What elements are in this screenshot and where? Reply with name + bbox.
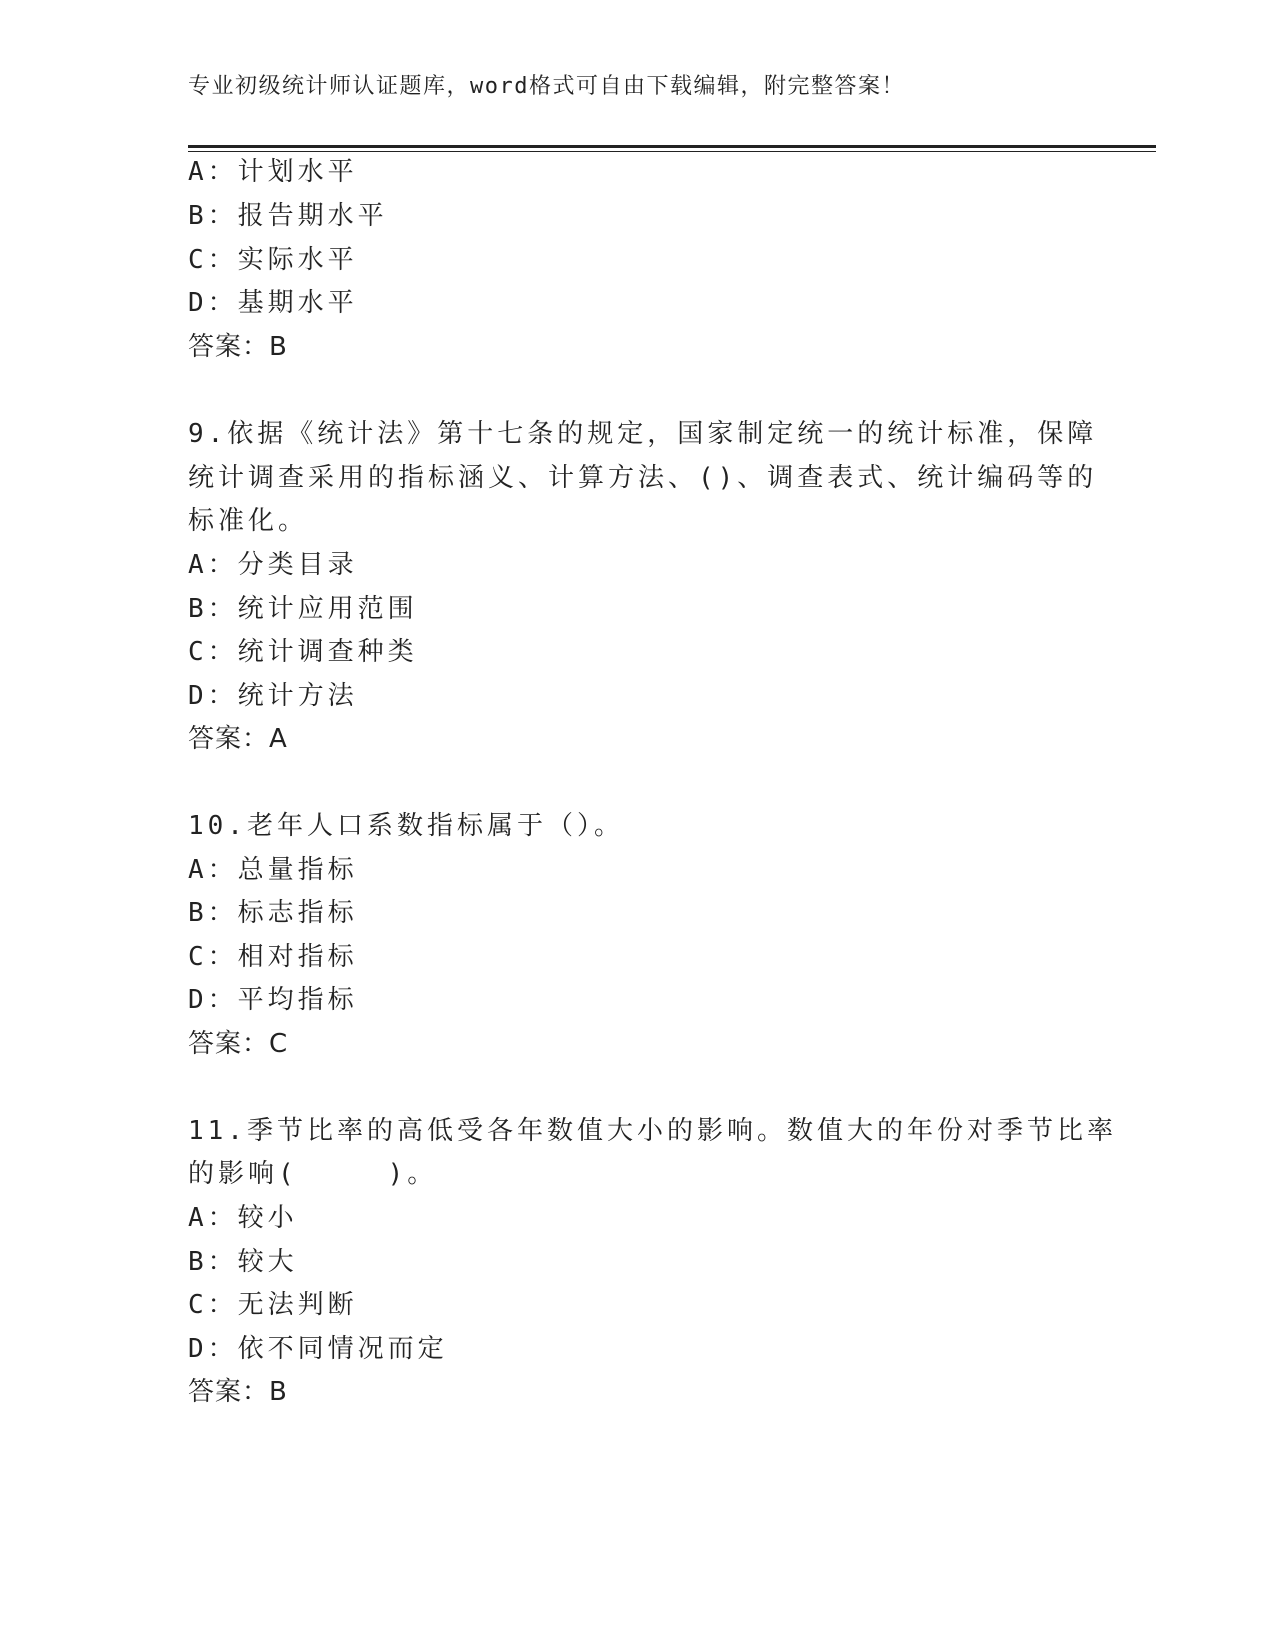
question-text: 11.季节比率的高低受各年数值大小的影响。数值大的年份对季节比率 [188, 1116, 1117, 1146]
option-a: A：总量指标 [188, 855, 358, 885]
option-b: B：标志指标 [188, 898, 358, 928]
question-text: 统计调查采用的指标涵义、计算方法、()、调查表式、统计编码等的 [188, 463, 1098, 493]
question-text: 标准化。 [188, 506, 309, 536]
option-d: D：平均指标 [188, 985, 358, 1015]
option-c: C：相对指标 [188, 942, 358, 972]
header-divider [188, 145, 1156, 152]
answer: 答案：B [188, 1377, 288, 1407]
answer: 答案：A [188, 724, 288, 754]
option-a: A：计划水平 [188, 157, 358, 187]
option-c: C：统计调查种类 [188, 637, 418, 667]
option-b: B：统计应用范围 [188, 594, 418, 624]
question-text: 10.老年人口系数指标属于（）。 [188, 811, 624, 841]
question-text: 的影响( )。 [188, 1159, 438, 1189]
option-b: B：较大 [188, 1247, 298, 1277]
option-d: D：统计方法 [188, 681, 358, 711]
option-a: A：分类目录 [188, 550, 358, 580]
option-b: B：报告期水平 [188, 201, 388, 231]
answer: 答案：B [188, 332, 288, 362]
option-c: C：实际水平 [188, 245, 358, 275]
option-c: C：无法判断 [188, 1290, 358, 1320]
header-note: 专业初级统计师认证题库，word格式可自由下载编辑，附完整答案！ [188, 74, 905, 99]
answer: 答案：C [188, 1029, 289, 1059]
option-d: D：依不同情况而定 [188, 1334, 448, 1364]
question-text: 9.依据《统计法》第十七条的规定，国家制定统一的统计标准，保障 [188, 419, 1098, 449]
option-a: A：较小 [188, 1203, 298, 1233]
option-d: D：基期水平 [188, 288, 358, 318]
